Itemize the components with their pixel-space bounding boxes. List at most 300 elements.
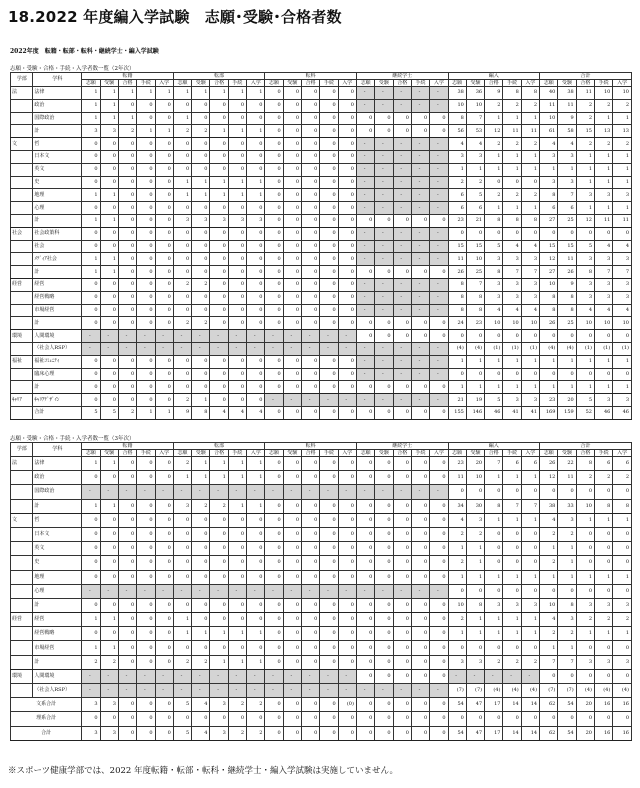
value-cell: 0 xyxy=(137,253,155,266)
value-cell: 0 xyxy=(411,542,429,556)
value-cell: - xyxy=(375,584,393,598)
value-cell: - xyxy=(411,304,429,317)
faculty-cell: 環境 xyxy=(11,669,33,683)
value-cell: 0 xyxy=(265,317,283,330)
value-cell: 0 xyxy=(503,712,521,726)
value-cell: 0 xyxy=(265,138,283,151)
value-cell: (4) xyxy=(503,684,521,698)
value-cell: 0 xyxy=(356,655,374,669)
value-cell: 0 xyxy=(82,627,100,641)
value-cell: 3 xyxy=(503,291,521,304)
value-cell: 0 xyxy=(356,471,374,485)
value-cell: - xyxy=(247,342,265,355)
value-cell: 11 xyxy=(558,99,576,112)
sub-header: 受験 xyxy=(192,450,210,457)
value-cell: 1 xyxy=(448,542,466,556)
value-cell: 2 xyxy=(228,698,246,712)
value-cell: 0 xyxy=(137,138,155,151)
value-cell: 0 xyxy=(393,499,411,513)
value-cell: 0 xyxy=(210,138,228,151)
table-row xyxy=(11,584,632,598)
value-cell: 0 xyxy=(118,527,136,541)
value-cell: 3 xyxy=(503,278,521,291)
value-cell: - xyxy=(393,87,411,100)
value-cell: 0 xyxy=(558,368,576,381)
value-cell: 0 xyxy=(265,176,283,189)
value-cell: 0 xyxy=(137,227,155,240)
value-cell: 0 xyxy=(82,240,100,253)
value-cell: 0 xyxy=(210,394,228,407)
value-cell: 0 xyxy=(338,527,356,541)
value-cell: 0 xyxy=(576,485,594,499)
value-cell: 0 xyxy=(302,253,320,266)
value-cell: 2 xyxy=(576,471,594,485)
value-cell: - xyxy=(320,485,338,499)
value-cell: 0 xyxy=(100,240,118,253)
value-cell: 0 xyxy=(320,291,338,304)
value-cell: 0 xyxy=(302,627,320,641)
value-cell: 2 xyxy=(521,189,539,202)
value-cell: 0 xyxy=(228,570,246,584)
value-cell: 0 xyxy=(265,355,283,368)
value-cell: 52 xyxy=(576,406,594,419)
value-cell: 0 xyxy=(173,368,191,381)
value-cell: 0 xyxy=(302,317,320,330)
value-cell: 25 xyxy=(558,317,576,330)
value-cell: 0 xyxy=(137,542,155,556)
value-cell: 0 xyxy=(118,641,136,655)
value-cell: 0 xyxy=(302,227,320,240)
value-cell: 0 xyxy=(283,112,301,125)
value-cell: 0 xyxy=(320,406,338,419)
value-cell: - xyxy=(173,584,191,598)
value-cell: 2 xyxy=(613,613,632,627)
value-cell: 1 xyxy=(247,655,265,669)
value-cell: 0 xyxy=(100,291,118,304)
value-cell: - xyxy=(247,485,265,499)
value-cell: 10 xyxy=(466,253,484,266)
value-cell: 1 xyxy=(210,627,228,641)
value-cell: 0 xyxy=(320,556,338,570)
value-cell: 0 xyxy=(283,227,301,240)
value-cell: 6 xyxy=(595,457,613,471)
value-cell: 0 xyxy=(210,202,228,215)
value-cell: (4) xyxy=(540,342,558,355)
value-cell: 0 xyxy=(118,163,136,176)
value-cell: (7) xyxy=(540,684,558,698)
value-cell: 1 xyxy=(503,112,521,125)
value-cell: 20 xyxy=(558,394,576,407)
value-cell: 0 xyxy=(283,278,301,291)
sub-header: 志願 xyxy=(448,450,466,457)
value-cell: 1 xyxy=(613,627,632,641)
value-cell: 24 xyxy=(448,317,466,330)
value-cell: 16 xyxy=(595,698,613,712)
value-cell: 0 xyxy=(265,266,283,279)
value-cell: 0 xyxy=(210,368,228,381)
value-cell: 0 xyxy=(338,150,356,163)
value-cell: 1 xyxy=(247,627,265,641)
value-cell: 5 xyxy=(576,394,594,407)
value-cell: 14 xyxy=(503,726,521,740)
value-cell: 11 xyxy=(558,471,576,485)
value-cell: 0 xyxy=(137,513,155,527)
value-cell: 46 xyxy=(595,406,613,419)
value-cell: 41 xyxy=(503,406,521,419)
value-cell: 0 xyxy=(356,669,374,683)
value-cell: 0 xyxy=(320,214,338,227)
value-cell: - xyxy=(411,684,429,698)
value-cell: 155 xyxy=(448,406,466,419)
value-cell: 3 xyxy=(247,214,265,227)
department-cell: 国際政治 xyxy=(33,112,82,125)
value-cell: 1 xyxy=(448,570,466,584)
value-cell: 0 xyxy=(448,368,466,381)
value-cell: - xyxy=(100,342,118,355)
value-cell: - xyxy=(375,99,393,112)
value-cell: - xyxy=(393,189,411,202)
value-cell: - xyxy=(283,485,301,499)
value-cell: 0 xyxy=(302,499,320,513)
value-cell: 1 xyxy=(503,570,521,584)
value-cell: 0 xyxy=(118,253,136,266)
value-cell: 8 xyxy=(558,291,576,304)
value-cell: 0 xyxy=(338,163,356,176)
value-cell: 0 xyxy=(320,99,338,112)
value-cell: - xyxy=(118,485,136,499)
faculty-cell xyxy=(11,202,33,215)
value-cell: 0 xyxy=(393,330,411,343)
value-cell: 0 xyxy=(338,598,356,612)
value-cell: 0 xyxy=(283,598,301,612)
sub-header: 手続 xyxy=(411,80,429,87)
value-cell: 0 xyxy=(118,655,136,669)
department-cell: 法律 xyxy=(33,87,82,100)
value-cell: 0 xyxy=(375,381,393,394)
value-cell: 0 xyxy=(283,542,301,556)
faculty-cell xyxy=(11,125,33,138)
value-cell: 0 xyxy=(265,163,283,176)
value-cell: 0 xyxy=(118,381,136,394)
value-cell: 0 xyxy=(137,556,155,570)
value-cell: 2 xyxy=(466,527,484,541)
value-cell: - xyxy=(265,584,283,598)
value-cell: (7) xyxy=(466,684,484,698)
department-cell: 計 xyxy=(33,655,82,669)
value-cell: 1 xyxy=(521,150,539,163)
sub-header: 合格 xyxy=(118,450,136,457)
value-cell: 1 xyxy=(155,87,173,100)
value-cell: 0 xyxy=(173,712,191,726)
value-cell: 0 xyxy=(192,542,210,556)
value-cell: 53 xyxy=(466,125,484,138)
value-cell: 20 xyxy=(576,698,594,712)
value-cell: 0 xyxy=(228,240,246,253)
value-cell: 0 xyxy=(137,726,155,740)
value-cell: 0 xyxy=(173,641,191,655)
value-cell: 0 xyxy=(82,355,100,368)
value-cell: 5 xyxy=(576,240,594,253)
value-cell: 0 xyxy=(228,202,246,215)
value-cell: 0 xyxy=(283,513,301,527)
value-cell: 0 xyxy=(375,317,393,330)
value-cell: 1 xyxy=(82,87,100,100)
value-cell: 8 xyxy=(485,214,503,227)
value-cell: 1 xyxy=(558,570,576,584)
value-cell: 2 xyxy=(192,499,210,513)
value-cell: 1 xyxy=(82,613,100,627)
value-cell: 3 xyxy=(485,598,503,612)
department-cell: 地理 xyxy=(33,189,82,202)
value-cell: 1 xyxy=(558,641,576,655)
value-cell: 54 xyxy=(448,698,466,712)
sub-header: 受験 xyxy=(192,80,210,87)
value-cell: 1 xyxy=(192,176,210,189)
table-row xyxy=(11,394,632,407)
value-cell: 8 xyxy=(521,214,539,227)
value-cell: 0 xyxy=(595,584,613,598)
value-cell: - xyxy=(356,253,374,266)
value-cell: 4 xyxy=(540,613,558,627)
value-cell: 0 xyxy=(137,266,155,279)
value-cell: 1 xyxy=(595,202,613,215)
value-cell: - xyxy=(210,684,228,698)
value-cell: 0 xyxy=(338,112,356,125)
value-cell: 0 xyxy=(155,138,173,151)
value-cell: 0 xyxy=(118,304,136,317)
value-cell: 0 xyxy=(283,317,301,330)
value-cell: 0 xyxy=(137,163,155,176)
value-cell: 0 xyxy=(375,471,393,485)
value-cell: 1 xyxy=(485,627,503,641)
value-cell: 1 xyxy=(540,163,558,176)
value-cell: 0 xyxy=(375,499,393,513)
table-row xyxy=(11,406,632,419)
value-cell: - xyxy=(320,669,338,683)
value-cell: - xyxy=(448,669,466,683)
value-cell: 0 xyxy=(100,542,118,556)
value-cell: - xyxy=(411,253,429,266)
value-cell: 4 xyxy=(485,304,503,317)
value-cell: 0 xyxy=(247,291,265,304)
value-cell: 0 xyxy=(210,253,228,266)
sub-header: 入学 xyxy=(521,80,539,87)
value-cell: 7 xyxy=(503,266,521,279)
value-cell: 0 xyxy=(375,726,393,740)
value-cell: 0 xyxy=(338,266,356,279)
value-cell: 1 xyxy=(521,202,539,215)
value-cell: 0 xyxy=(430,712,448,726)
value-cell: (4) xyxy=(595,684,613,698)
faculty-cell xyxy=(11,570,33,584)
value-cell: 0 xyxy=(155,368,173,381)
value-cell: 1 xyxy=(613,355,632,368)
value-cell: 0 xyxy=(411,112,429,125)
value-cell: 0 xyxy=(247,227,265,240)
value-cell: 0 xyxy=(338,355,356,368)
value-cell: (4) xyxy=(466,342,484,355)
value-cell: 0 xyxy=(393,214,411,227)
value-cell: 0 xyxy=(521,641,539,655)
value-cell: 0 xyxy=(302,189,320,202)
value-cell: 1 xyxy=(100,457,118,471)
value-cell: - xyxy=(375,176,393,189)
value-cell: 0 xyxy=(320,355,338,368)
value-cell: 1 xyxy=(576,355,594,368)
value-cell: 0 xyxy=(558,669,576,683)
value-cell: 0 xyxy=(375,214,393,227)
value-cell: 0 xyxy=(503,584,521,598)
value-cell: 0 xyxy=(155,150,173,163)
value-cell: 0 xyxy=(265,304,283,317)
value-cell: (1) xyxy=(503,342,521,355)
value-cell: 0 xyxy=(320,712,338,726)
value-cell: 0 xyxy=(503,330,521,343)
value-cell: 0 xyxy=(411,641,429,655)
value-cell: 7 xyxy=(540,655,558,669)
sub-header: 受験 xyxy=(283,450,301,457)
value-cell: 2 xyxy=(485,138,503,151)
value-cell: - xyxy=(247,584,265,598)
value-cell: 1 xyxy=(228,176,246,189)
value-cell: 3 xyxy=(100,698,118,712)
value-cell: - xyxy=(375,304,393,317)
value-cell: - xyxy=(375,278,393,291)
value-cell: - xyxy=(320,684,338,698)
department-cell: 計 xyxy=(33,381,82,394)
value-cell: 1 xyxy=(503,381,521,394)
value-cell: 23 xyxy=(540,394,558,407)
value-cell: 0 xyxy=(375,556,393,570)
value-cell: 0 xyxy=(210,304,228,317)
value-cell: - xyxy=(430,240,448,253)
department-cell: 哲 xyxy=(33,513,82,527)
value-cell: 169 xyxy=(540,406,558,419)
value-cell: 0 xyxy=(411,125,429,138)
value-cell: 0 xyxy=(210,527,228,541)
value-cell: 2 xyxy=(82,655,100,669)
value-cell: - xyxy=(411,176,429,189)
value-cell: 0 xyxy=(100,227,118,240)
value-cell: 1 xyxy=(173,189,191,202)
value-cell: 0 xyxy=(375,655,393,669)
value-cell: 1 xyxy=(485,112,503,125)
table-row xyxy=(11,381,632,394)
value-cell: 0 xyxy=(375,330,393,343)
value-cell: 0 xyxy=(247,513,265,527)
value-cell: 1 xyxy=(466,542,484,556)
value-cell: 1 xyxy=(155,406,173,419)
value-cell: 2 xyxy=(521,655,539,669)
table-row xyxy=(11,266,632,279)
value-cell: 0 xyxy=(576,641,594,655)
value-cell: 3 xyxy=(82,698,100,712)
value-cell: 0 xyxy=(210,163,228,176)
value-cell: 38 xyxy=(540,499,558,513)
value-cell: 2 xyxy=(118,125,136,138)
value-cell: - xyxy=(320,394,338,407)
value-cell: 0 xyxy=(521,485,539,499)
table-row xyxy=(11,202,632,215)
department-cell: （社会人RSP） xyxy=(33,684,82,698)
value-cell: 0 xyxy=(302,406,320,419)
value-cell: 9 xyxy=(558,112,576,125)
value-cell: 54 xyxy=(448,726,466,740)
sub-header: 合格 xyxy=(485,80,503,87)
value-cell: 1 xyxy=(448,355,466,368)
value-cell: 0 xyxy=(393,542,411,556)
value-cell: 3 xyxy=(613,598,632,612)
value-cell: 0 xyxy=(430,457,448,471)
value-cell: 0 xyxy=(320,189,338,202)
value-cell: 2 xyxy=(228,726,246,740)
value-cell: 0 xyxy=(155,99,173,112)
value-cell: 2 xyxy=(521,138,539,151)
value-cell: 34 xyxy=(448,499,466,513)
value-cell: 0 xyxy=(173,163,191,176)
value-cell: - xyxy=(118,330,136,343)
value-cell: 0 xyxy=(100,278,118,291)
sub-header: 受験 xyxy=(558,80,576,87)
value-cell: 8 xyxy=(448,278,466,291)
value-cell: 3 xyxy=(210,726,228,740)
group-header: 転科 xyxy=(265,73,357,80)
value-cell: 0 xyxy=(320,304,338,317)
value-cell: 2 xyxy=(503,99,521,112)
value-cell: 0 xyxy=(173,513,191,527)
table-row xyxy=(11,368,632,381)
faculty-cell: 法 xyxy=(11,457,33,471)
value-cell: 1 xyxy=(485,513,503,527)
value-cell: 5 xyxy=(173,726,191,740)
value-cell: 0 xyxy=(118,240,136,253)
value-cell: 10 xyxy=(503,317,521,330)
value-cell: (1) xyxy=(485,342,503,355)
faculty-cell xyxy=(11,542,33,556)
value-cell: 0 xyxy=(155,253,173,266)
value-cell: 159 xyxy=(558,406,576,419)
value-cell: 0 xyxy=(595,542,613,556)
value-cell: 10 xyxy=(448,598,466,612)
value-cell: - xyxy=(393,355,411,368)
value-cell: 8 xyxy=(558,598,576,612)
value-cell: - xyxy=(430,189,448,202)
table-row xyxy=(11,87,632,100)
sub-header: 入学 xyxy=(521,450,539,457)
value-cell: 4 xyxy=(503,240,521,253)
value-cell: 2 xyxy=(503,189,521,202)
value-cell: 0 xyxy=(228,150,246,163)
value-cell: 1 xyxy=(448,163,466,176)
value-cell: 11 xyxy=(576,87,594,100)
value-cell: 11 xyxy=(448,253,466,266)
value-cell: 2 xyxy=(192,317,210,330)
value-cell: 0 xyxy=(173,527,191,541)
group-header: 合計 xyxy=(540,73,632,80)
faculty-cell xyxy=(11,471,33,485)
value-cell: 3 xyxy=(595,253,613,266)
value-cell: 0 xyxy=(302,112,320,125)
value-cell: 0 xyxy=(192,240,210,253)
value-cell: 0 xyxy=(82,570,100,584)
value-cell: 0 xyxy=(192,598,210,612)
value-cell: 10 xyxy=(466,471,484,485)
value-cell: 1 xyxy=(503,613,521,627)
value-cell: 0 xyxy=(228,394,246,407)
value-cell: 0 xyxy=(283,726,301,740)
value-cell: 0 xyxy=(82,304,100,317)
value-cell: 0 xyxy=(338,627,356,641)
